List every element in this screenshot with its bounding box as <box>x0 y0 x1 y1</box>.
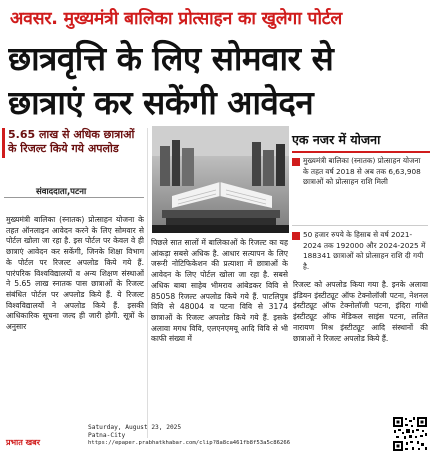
books-photo <box>152 126 289 233</box>
kicker-text: मुख्यमंत्री बालिका प्रोत्साहन का खुलेगा पोर्टल <box>63 9 343 29</box>
logo-text: प्रभात खबर <box>6 438 40 447</box>
body-column-1: मुख्यमंत्री बालिका (स्नातक) प्रोत्साहन योजना के तहत ऑनलाइन आवेदन करने के लिए सोमवार से पोर्टल खोला जा रहा है. इस पोर्टल पर केवल वे ही छात्राएं आवेदन कर सकेंगी, जिनके शिक्षा विभाग के पोर्टल पर रिजल्ट अपलोड किये गये हैं. पारंपरिक विश्वविद्यालयों व अन्य शिक्षण संस्थाओं ने 5.65 लाख स्नातक पास छात्राओं के रिजल्ट संबंधित पोर्टल पर अपलोड किये हैं. ये रिजल्ट विश्वविद्यालयों ने अपलोड किये हैं. इसकी आधिकारिक सूचना जल्द ही जारी होगी. सूत्रों के अनुसार <box>6 215 144 332</box>
subhead <box>6 128 144 156</box>
headline <box>8 39 426 127</box>
headline-line-1: छात्रवृत्ति के लिए सोमवार से <box>8 39 334 78</box>
subhead-line-2: के रिजल्ट किये गये अपलोड <box>8 142 119 155</box>
column-rule <box>147 128 148 438</box>
bullet-square-icon <box>292 232 300 240</box>
footer-city: Patna-City <box>88 431 126 439</box>
clip-url-link[interactable]: https://epaper.prabhatkhabar.com/clip?8a8ca461fb8f53a5c86266 <box>88 440 291 446</box>
box-divider <box>292 225 428 226</box>
byline-divider <box>4 197 144 198</box>
kicker-line <box>10 4 426 34</box>
qr-code-icon[interactable] <box>392 416 428 452</box>
box-item-1: मुख्यमंत्री बालिका (स्नातक) प्रोत्साहन योजना के तहत वर्ष 2018 से अब तक 6,63,908 छात्राओं को प्रोत्साहन राशि मिली <box>303 156 421 186</box>
byline: संवाददाता,पटना <box>36 187 87 197</box>
box-title-rule <box>292 151 430 153</box>
box-item-2: 50 हजार रुपये के हिसाब से वर्ष 2021-2024 तक 192000 और 2024-2025 में 188341 छात्राओं को प्रोत्साहन राशि दी गयी है. <box>303 230 426 271</box>
info-box <box>292 154 428 271</box>
body-column-3: रिजल्ट को अपलोड किया गया है. इनके अलावा इंडियन इंस्टीट्यूट ऑफ टेक्नोलॉजी पटना, नेशनल इंस्टीट्यूट ऑफ टेक्नोलॉजी पटना, इंदिरा गांधी इंस्टीट्यूट ऑफ मेडिकल साइंस पटना, ललित नारायण मिश्र इंस्टीट्यूट आदि संस्थानों की छात्राओं ने रिजल्ट अपलोड किये हैं. <box>293 280 428 343</box>
body-column-2: पिछले सात सालों में बालिकाओं के रिजल्ट का यह आंकड़ा सबसे अधिक है. आधार सत्यापन के लिए जरूरी नोटिफिकेशन की प्रत्याशा में छात्राओं के आवेदन के लिए पोर्टल खोला जा रहा है. सबसे अधिक बाबा साहेब भीमराव आंबेडकर विवि से 85058 रिजल्ट अपलोड किये गये हैं. पाटलिपुत्र विवि से 48004 व पटना विवि से 3174 छात्राओं के रिजल्ट अपलोड किये गये हैं. इसके अलावा मगध विवि, एलएनएमयू आदि विवि से भी काफी संख्या में <box>151 238 288 344</box>
footer-date: Saturday, August 23, 2025 <box>88 424 182 431</box>
kicker-tag: अवसर <box>10 9 52 29</box>
books-illustration <box>152 126 289 233</box>
footer-dateline <box>88 424 181 439</box>
newspaper-logo <box>6 436 44 450</box>
subhead-line-1: 5.65 लाख से अधिक छात्राओं <box>8 128 135 141</box>
qr-code-graphic <box>392 416 428 452</box>
kicker-separator: . <box>51 9 64 29</box>
box-title: एक नजर में योजना <box>292 132 381 147</box>
headline-line-2: छात्राएं कर सकेंगी आवेदन <box>8 83 314 122</box>
bullet-square-icon <box>292 158 300 166</box>
subhead-accent-bar <box>2 128 5 158</box>
